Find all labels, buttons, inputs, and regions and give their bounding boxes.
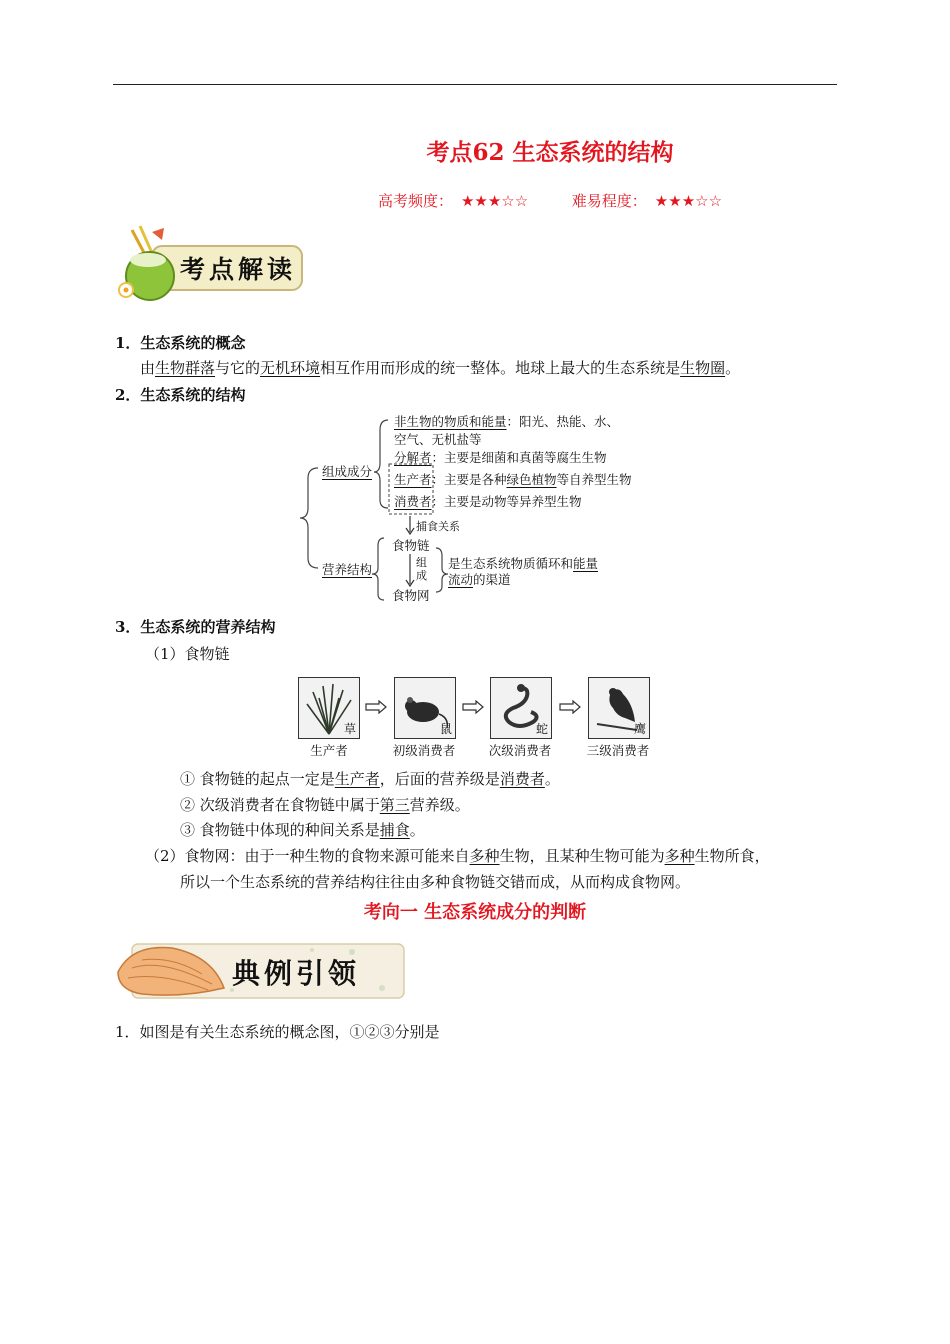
term-biosphere: 生物圈: [680, 359, 726, 377]
row-nonbiological: [394, 414, 619, 430]
banner-key-points-text: 考点解读: [180, 255, 297, 284]
difficulty-label: 难易程度：: [571, 192, 647, 210]
term-third: 第三: [379, 796, 410, 814]
text-part: 。: [409, 821, 425, 839]
text-part: 营养级。: [409, 796, 470, 814]
organism-snake: [490, 677, 552, 739]
term-nonbio: 非生物的物质和能量: [394, 414, 507, 429]
text-part: 等自养型生物: [556, 472, 632, 487]
label-composition: 组成成分: [322, 464, 373, 479]
label-predation: 捕食关系: [416, 520, 460, 533]
text-part: 的渠道: [473, 572, 511, 587]
structure-diagram: [300, 408, 660, 608]
caption-primary-consumer: 初级消费者: [392, 743, 456, 758]
label-trophic-structure: 营养结构: [322, 562, 373, 577]
label-food-web: 食物网: [392, 588, 430, 603]
page-title: 考点62 生态系统的结构: [426, 139, 674, 166]
channel-text-2: [448, 572, 511, 588]
text-part: （2）食物网：由于一种生物的食物来源可能来自: [145, 847, 470, 865]
term-predation: 捕食: [379, 821, 410, 839]
text-part: 相互作用而形成的统一整体。地球上最大的生态系统是: [320, 359, 681, 377]
banner-typical-examples-text: 典例引领: [232, 957, 361, 990]
direction-heading: 考向一 生态系统成分的判断: [363, 902, 587, 923]
caption-tertiary-consumer: 三级消费者: [586, 743, 650, 758]
organism-name: 鹰: [633, 722, 646, 736]
organism-name: 草: [343, 722, 356, 736]
section2-heading: 2．生态系统的结构: [115, 386, 246, 404]
banner-typical-examples: [112, 938, 407, 1004]
difficulty-stars: ★★★☆☆: [654, 192, 723, 210]
caption-secondary-consumer: 次级消费者: [488, 743, 552, 758]
banner-key-points: [112, 224, 307, 302]
organism-name: 蛇: [535, 722, 548, 736]
text-part: 生物，且某种生物可能为: [499, 847, 665, 865]
frequency-label: 高考频度：: [377, 192, 453, 210]
term-abiotic: 无机环境: [260, 359, 321, 377]
food-chain-point-2: [180, 794, 470, 815]
text-part: 。: [725, 359, 741, 377]
organism-name: 鼠: [439, 722, 452, 736]
term-energy: 能量: [573, 556, 599, 571]
arrow-icon: [462, 700, 484, 714]
term-flow: 流动: [448, 572, 474, 587]
food-web-text-2: 所以一个生态系统的营养结构往往由多种食物链交错而成，从而构成食物网。: [180, 873, 691, 891]
arrow-icon: [559, 700, 581, 714]
section1-heading: 1．生态系统的概念: [115, 334, 246, 352]
term-many: 多种: [664, 847, 695, 865]
term-green-plants: 绿色植物: [506, 472, 557, 487]
term-community: 生物群落: [155, 359, 216, 377]
term-producer: 生产者: [334, 770, 380, 788]
term-decomposer: 分解者: [394, 450, 432, 465]
term-producer: 生产者: [394, 472, 432, 487]
arrow-icon: [365, 700, 387, 714]
organism-mouse: [394, 677, 456, 739]
label-compose-1: 组: [416, 556, 427, 569]
term-many: 多种: [469, 847, 500, 865]
text-part: ：主要是细菌和真菌等腐生生物: [431, 450, 607, 465]
row-decomposer: [394, 450, 607, 466]
term-consumer: 消费者: [394, 494, 432, 509]
frequency-stars: ★★★☆☆: [460, 192, 529, 210]
organism-grass: [298, 677, 360, 739]
food-chain-subheading: （1）食物链: [145, 645, 230, 663]
text-part: ：阳光、热能、水、: [506, 414, 620, 429]
text-part: 。: [544, 770, 560, 788]
question-1: 1．如图是有关生态系统的概念图，①②③分别是: [115, 1023, 440, 1041]
text-part: ：主要是各种: [431, 472, 507, 487]
caption-producer: 生产者: [310, 743, 348, 758]
text-part: ③ 食物链中体现的种间关系是: [180, 821, 380, 839]
row-producer: [394, 472, 632, 488]
row-nonbiological-2: 空气、无机盐等: [394, 432, 482, 447]
food-web-text: [145, 845, 770, 866]
text-part: ② 次级消费者在食物链中属于: [180, 796, 380, 814]
text-part: ：主要是动物等异养型生物: [431, 494, 582, 509]
food-chain-point-3: [180, 819, 425, 840]
frequency-line: [0, 190, 950, 211]
food-chain-point-1: [180, 768, 560, 789]
channel-text-1: [448, 556, 598, 572]
food-chain-figure: [296, 677, 656, 759]
term-consumer: 消费者: [499, 770, 545, 788]
section3-heading: 3．生态系统的营养结构: [115, 618, 276, 636]
section1-text: [140, 357, 740, 378]
text-part: ① 食物链的起点一定是: [180, 770, 335, 788]
text-part: ，后面的营养级是: [379, 770, 500, 788]
label-food-chain: 食物链: [392, 538, 430, 553]
text-part: 由: [140, 359, 156, 377]
text-part: 生物所食，: [694, 847, 770, 865]
row-consumer: [394, 494, 582, 510]
organism-hawk: [588, 677, 650, 739]
label-compose-2: 成: [416, 569, 427, 582]
text-part: 与它的: [215, 359, 261, 377]
text-part: 是生态系统物质循环和: [448, 556, 574, 571]
top-rule: [113, 84, 837, 85]
